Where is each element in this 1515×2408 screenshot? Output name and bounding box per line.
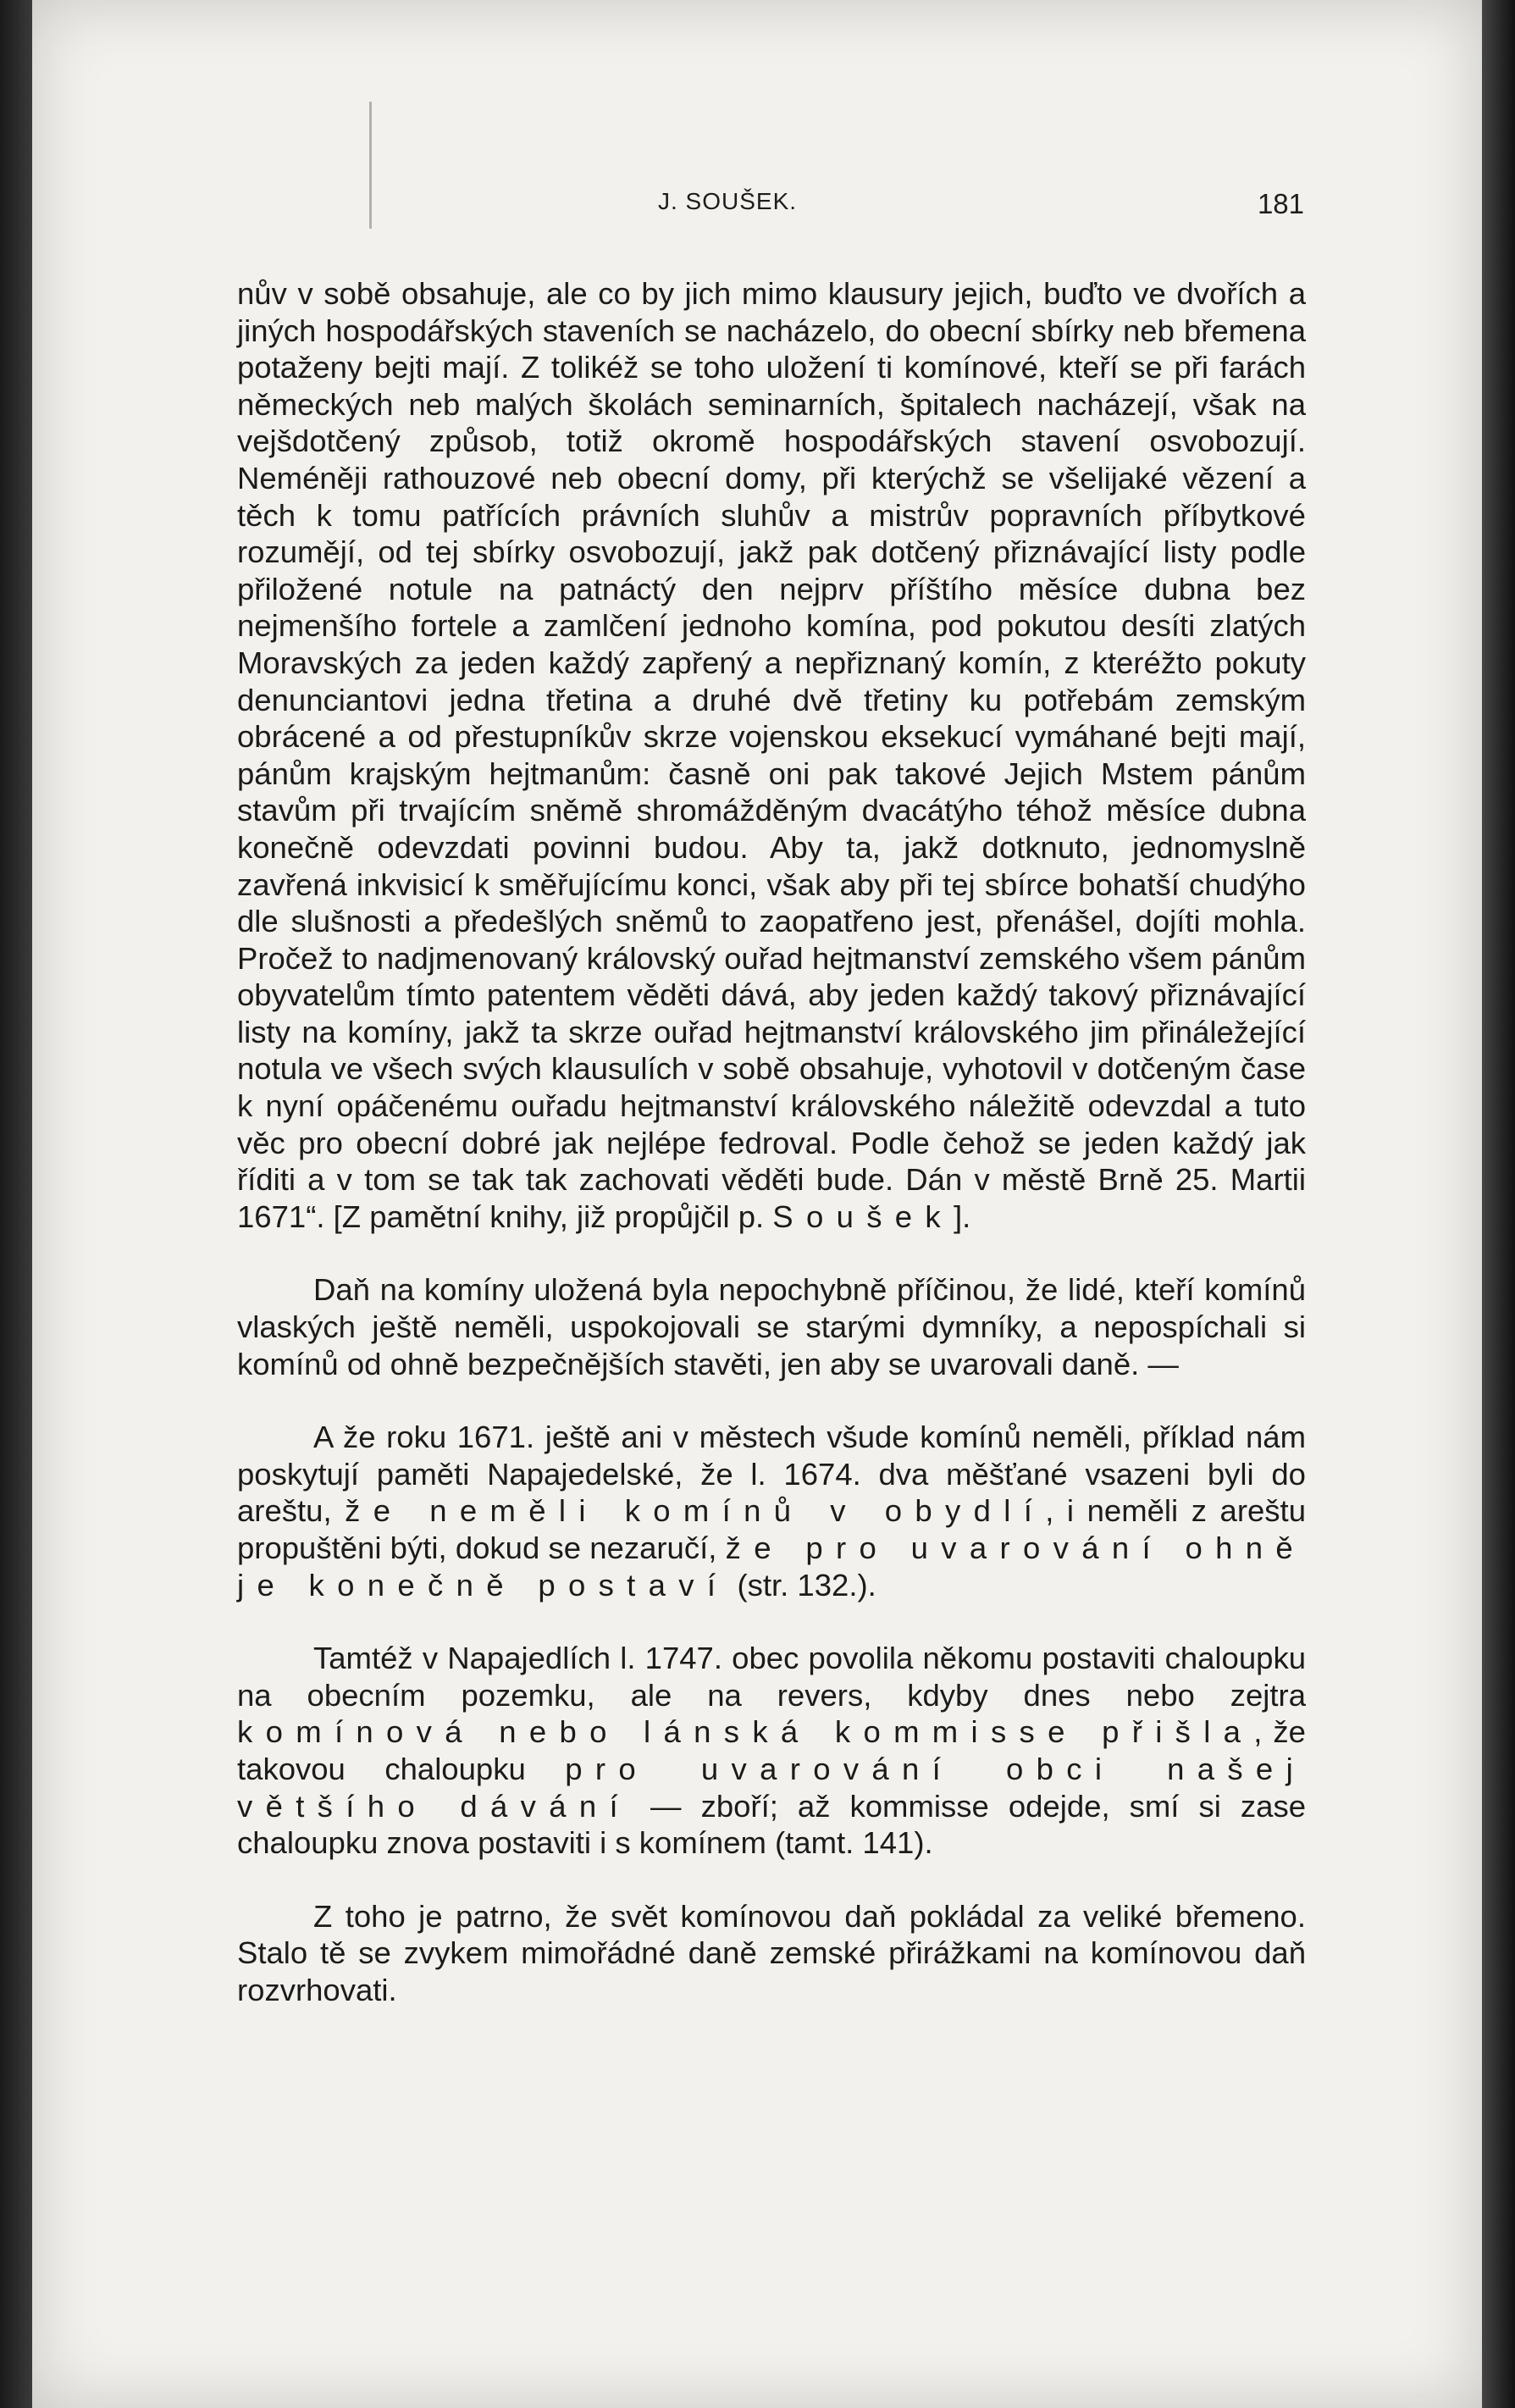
text-run: ].: [954, 1198, 971, 1234]
paragraph: [237, 1640, 1306, 1862]
text-run: , že takovou chaloupku: [237, 1714, 1306, 1786]
paragraph: [237, 1419, 1306, 1603]
spaced-emphasis: že neměli komínů v obydlí: [345, 1493, 1046, 1529]
spaced-emphasis: že pro uvarování ohně je konečně postaví: [237, 1531, 1307, 1603]
paragraph: [237, 1271, 1306, 1382]
scan-right-edge: [1482, 0, 1515, 2408]
scan-artifact: [369, 102, 372, 229]
running-head: J. SOUŠEK.: [658, 188, 798, 214]
text-run: Tamtéž v Napajedlích l. 1747. obec povolila někomu postaviti chaloupku na obecním pozemku, ale na revers, kdyby dnes nebo zejtra: [237, 1641, 1306, 1713]
spaced-emphasis: pro uvarování obci našej většího dávání: [237, 1751, 1307, 1824]
scan-left-edge: [0, 0, 32, 2408]
page-number: 181: [1257, 188, 1304, 219]
paragraph: [237, 1898, 1306, 2009]
text-run: , i neměli z areštu propuštěni býti, dokud se nezaručí,: [237, 1493, 1306, 1565]
body-text: [237, 275, 1306, 2045]
text-run: — zboří; až kommisse odejde, smí si zase chaloupku znova postaviti i s komínem (tamt. 141).: [237, 1788, 1307, 1861]
text-run: (str. 132.).: [728, 1567, 876, 1603]
text-run: A že roku 1671. ještě ani v městech všude komínů neměli, příklad nám poskytují paměti Napajedelské, že l. 1674. dva měšťané vsazeni byli do areštu,: [237, 1420, 1306, 1529]
paragraph: [237, 275, 1306, 1235]
spaced-emphasis: komínová nebo lánská kommisse přišla: [237, 1714, 1254, 1750]
text-run: nův v sobě obsahuje, ale co by jich mimo klausury jejich, buďto ve dvořích a jiných hospodářských staveních se nacházelo, do obecní sbírky neb břemena potaženy bejti mají. Z tolikéž se toho uložení ti komínové, kteří se při farách německých neb malých školách seminarních, špitalech nacházejí, však na vejšdotčený způsob, totiž okromě hospodářských stavení osvobozují. Neméněji rathouzové neb obecní domy, při kterýchž se všelijaké vězení a těch k tomu patřících právních sluhův a mistrův popravních příbytkové rozumějí, od tej sbírky osvobozují, jakž pak dotčený přiznávající listy podle přiložené notule na patnáctý den nejprv příštího měsíce dubna bez nejmenšího fortele a zamlčení jednoho komína, pod pokutou desíti zlatých Moravských za jeden každý zapřený a nepřiznaný komín, z kteréžto pokuty denunciantovi jedna třetina a druhé dvě třetiny ku potřebám zemským obrácené a od přestupníkův skrze vojenskou eksekucí vymáhané bejti mají, pánům krajským hejtmanům: časně oni pak takové Jejich Mstem pánům stavům při trvajícím sněmě shromážděným dvacátýho téhož měsíce dubna konečně odevzdati povinni budou. Aby ta, jakž dotknuto, jednomyslně zavřená inkvisicí k směřujícímu konci, však aby při tej sbírce bohatší chudýho dle slušnosti a předešlých sněmů to zaopatřeno jest, přenášel, dojíti mohla. Pročež to nadjmenovaný královský ouřad hejtmanství zemského všem pánům obyvatelům tímto patentem věděti dává, aby jeden každý takový přiznávající listy na komíny, jakž ta skrze ouřad hejtmanství královského jim přináležející notula ve všech svých klausulích v sobě obsahuje, vyhotovil v dotčeným čase k nyní opáčenému ouřadu hejtmanství královského náležitě odevzdal a tuto věc pro obecní dobré jak nejlépe fedroval. Podle čehož se jeden každý jak říditi a v tom se tak tak zachovati věděti bude. Dán v městě Brně 25. Martii 1671“. [Z pamětní knihy, již propůjčil p.: [237, 276, 1306, 1234]
text-run: Daň na komíny uložená byla nepochybně příčinou, že lidé, kteří komínů vlaských ještě neměli, uspokojovali se starými dymníky, a nepospíchali si komínů od ohně bezpečnějších stavěti, jen aby se uvarovali daně. —: [237, 1272, 1306, 1381]
spaced-emphasis: Soušek: [772, 1198, 954, 1234]
text-run: Z toho je patrno, že svět komínovou daň pokládal za veliké břemeno. Stalo tě se zvykem mimořádné daně zemské přirážkami na komínovou daň rozvrhovati.: [237, 1898, 1306, 2007]
